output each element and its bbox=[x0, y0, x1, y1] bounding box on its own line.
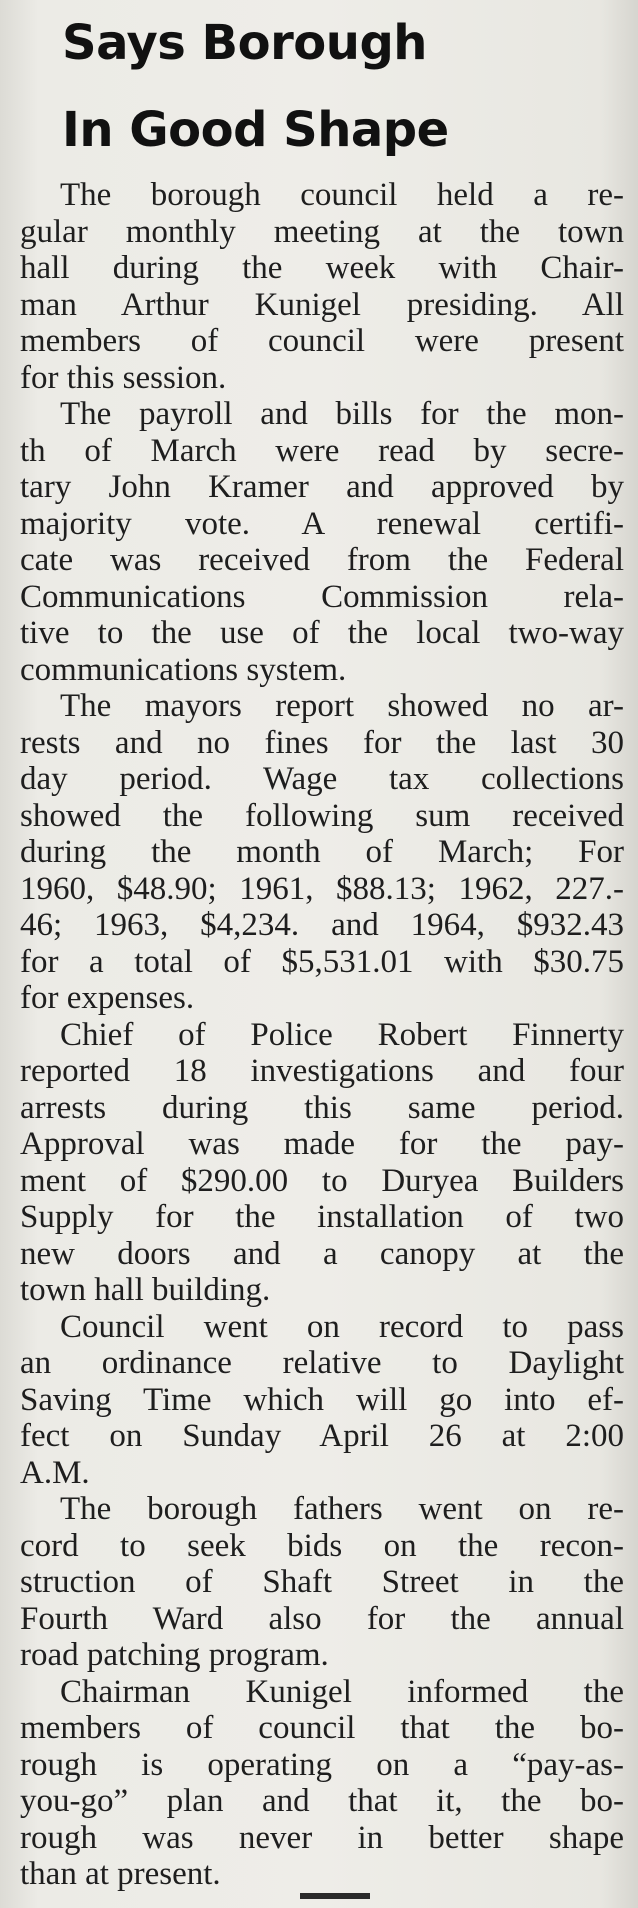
paragraph-line: members of council were present bbox=[20, 323, 624, 359]
paragraph-line: The borough fathers went on re- bbox=[60, 1491, 624, 1527]
article-body bbox=[20, 177, 624, 1893]
paragraph-line: The borough council held a re- bbox=[60, 177, 624, 213]
article-paragraph bbox=[20, 396, 624, 688]
paragraph-line: rough is operating on a “pay-as- bbox=[20, 1746, 624, 1783]
paragraph-line: showed the following sum received bbox=[20, 797, 624, 834]
paragraph-line: struction of Shaft Street in the bbox=[20, 1564, 624, 1600]
paragraph-line: man Arthur Kunigel presiding. All bbox=[20, 286, 624, 323]
paragraph-line: for a total of $5,531.01 with $30.75 bbox=[20, 943, 624, 980]
column-end-rule bbox=[300, 1893, 370, 1899]
paragraph-line: road patching program. bbox=[20, 1637, 329, 1673]
paragraph-line: you-go” plan and that it, the bo- bbox=[20, 1783, 624, 1819]
paragraph-line: for this session. bbox=[20, 359, 227, 396]
article-paragraph bbox=[20, 1491, 624, 1674]
paragraph-line: The payroll and bills for the mon- bbox=[60, 396, 624, 432]
paragraph-line: Chairman Kunigel informed the bbox=[60, 1673, 624, 1710]
paragraph-line: communications system. bbox=[20, 651, 347, 688]
paragraph-line: during the month of March; For bbox=[20, 834, 624, 870]
headline-line: Says Borough bbox=[62, 15, 427, 71]
paragraph-line: members of council that the bo- bbox=[20, 1710, 624, 1746]
paragraph-line: The mayors report showed no ar- bbox=[60, 688, 624, 724]
paragraph-line: Chief of Police Robert Finnerty bbox=[60, 1016, 624, 1053]
paragraph-line: Saving Time which will go into ef- bbox=[20, 1381, 624, 1418]
paragraph-line: Approval was made for the pay- bbox=[20, 1126, 624, 1162]
article-paragraph bbox=[20, 1674, 624, 1893]
paragraph-line: for expenses. bbox=[20, 980, 195, 1016]
paragraph-line: day period. Wage tax collections bbox=[20, 761, 624, 797]
paragraph-line: cord to seek bids on the recon- bbox=[20, 1527, 624, 1564]
paragraph-line: tive to the use of the local two-way bbox=[20, 615, 624, 651]
article-paragraph bbox=[20, 1309, 624, 1492]
paragraph-line: fect on Sunday April 26 at 2:00 bbox=[20, 1418, 624, 1454]
paragraph-line: th of March were read by secre- bbox=[20, 432, 624, 469]
paragraph-line: rough was never in better shape bbox=[20, 1819, 624, 1856]
paragraph-line: tary John Kramer and approved by bbox=[20, 469, 624, 505]
headline-line: In Good Shape bbox=[62, 102, 449, 158]
paragraph-line: 46; 1963, $4,234. and 1964, $932.43 bbox=[20, 907, 624, 943]
paragraph-line: 1960, $48.90; 1961, $88.13; 1962, 227.- bbox=[20, 870, 624, 907]
paragraph-line: Communications Commission rela- bbox=[20, 578, 624, 615]
article-paragraph bbox=[20, 177, 624, 396]
paragraph-line: rests and no fines for the last 30 bbox=[20, 724, 624, 761]
paragraph-line: A.M. bbox=[20, 1454, 90, 1491]
paragraph-line: cate was received from the Federal bbox=[20, 542, 624, 578]
paragraph-line: new doors and a canopy at the bbox=[20, 1235, 624, 1272]
paragraph-line: arrests during this same period. bbox=[20, 1089, 624, 1126]
paragraph-line: than at present. bbox=[20, 1856, 221, 1892]
paragraph-line: reported 18 investigations and four bbox=[20, 1053, 624, 1089]
paragraph-line: town hall building. bbox=[20, 1272, 271, 1308]
article-paragraph bbox=[20, 688, 624, 1017]
paragraph-line: hall during the week with Chair- bbox=[20, 250, 624, 286]
headline bbox=[62, 0, 624, 174]
article-paragraph bbox=[20, 1017, 624, 1309]
paragraph-line: an ordinance relative to Daylight bbox=[20, 1345, 624, 1381]
paragraph-line: Council went on record to pass bbox=[60, 1308, 624, 1345]
paragraph-line: gular monthly meeting at the town bbox=[20, 213, 624, 250]
paragraph-line: Fourth Ward also for the annual bbox=[20, 1600, 624, 1637]
paragraph-line: majority vote. A renewal certifi- bbox=[20, 505, 624, 542]
paragraph-line: Supply for the installation of two bbox=[20, 1199, 624, 1235]
paragraph-line: ment of $290.00 to Duryea Builders bbox=[20, 1162, 624, 1199]
